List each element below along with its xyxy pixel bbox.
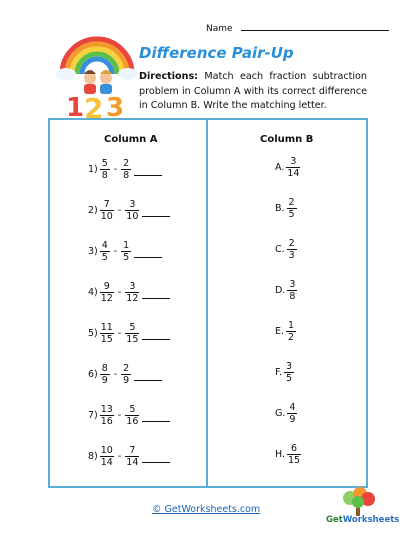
denominator: 8 [123, 170, 130, 181]
answer-option [275, 320, 296, 343]
minus-sign: - [113, 246, 118, 257]
problem-number: 8) [88, 451, 98, 462]
fraction-b [125, 199, 139, 222]
denominator: 5 [101, 252, 108, 263]
denominator: 14 [100, 457, 113, 468]
directions-text: Match each fraction subtraction problem in Column A with its correct difference in Column B. Write the matching letter. [139, 71, 367, 112]
denominator: 5 [123, 252, 130, 263]
problem-row [88, 240, 162, 263]
logo-text-get: Get [326, 515, 343, 525]
numerator: 13 [100, 404, 113, 415]
numerator: 7 [129, 445, 136, 456]
column-divider [206, 120, 208, 486]
numerator: 7 [103, 199, 110, 210]
denominator: 9 [123, 375, 130, 386]
rainbow-kids-123-illustration [54, 34, 140, 120]
denominator: 8 [101, 170, 108, 181]
answer-option [275, 279, 297, 302]
numerator: 2 [288, 197, 295, 208]
directions [139, 70, 367, 114]
problem-number: 7) [88, 410, 98, 421]
numerator: 3 [289, 279, 296, 290]
denominator: 9 [289, 414, 296, 425]
answer-blank[interactable] [134, 370, 162, 381]
logo-text-worksheets: Worksheets [342, 515, 400, 525]
numerator: 5 [129, 322, 136, 333]
answer-fraction [286, 320, 296, 343]
answer-option [275, 402, 297, 425]
fraction-b [121, 240, 131, 263]
column-a-heading: Column A [104, 134, 158, 145]
denominator: 16 [100, 416, 113, 427]
answer-option [275, 238, 297, 261]
worksheet-title: Difference Pair-Up [139, 44, 294, 62]
answer-fraction [286, 156, 300, 179]
answer-blank[interactable] [142, 329, 170, 340]
svg-text:2: 2 [84, 92, 104, 120]
fraction-a [100, 281, 114, 304]
numerator: 2 [123, 158, 130, 169]
numerator: 6 [291, 443, 298, 454]
numerator: 2 [288, 238, 295, 249]
fraction-b [125, 281, 139, 304]
numerator: 10 [100, 445, 113, 456]
answer-fraction [284, 361, 294, 384]
numerator: 9 [103, 281, 110, 292]
numerator: 3 [129, 199, 136, 210]
numerator: 3 [129, 281, 136, 292]
problem-row [88, 445, 170, 468]
denominator: 15 [126, 334, 139, 345]
answer-blank[interactable] [134, 247, 162, 258]
minus-sign: - [117, 451, 122, 462]
denominator: 14 [287, 168, 300, 179]
minus-sign: - [117, 205, 122, 216]
fraction-a [100, 240, 110, 263]
denominator: 10 [126, 211, 139, 222]
option-letter: B. [275, 203, 285, 214]
denominator: 12 [100, 293, 113, 304]
fraction-b [125, 404, 139, 427]
option-letter: E. [275, 326, 285, 337]
problem-number: 3) [88, 246, 98, 257]
problem-number: 6) [88, 369, 98, 380]
answer-fraction [287, 279, 297, 302]
fraction-a [100, 158, 110, 181]
problem-row [88, 158, 162, 181]
fraction-b [121, 363, 131, 386]
answer-blank[interactable] [142, 411, 170, 422]
problem-row [88, 404, 170, 427]
numerator: 8 [101, 363, 108, 374]
answer-fraction [287, 197, 297, 220]
problem-number: 5) [88, 328, 98, 339]
fraction-a [100, 363, 110, 386]
numerator: 1 [123, 240, 130, 251]
logo-wordmark [326, 515, 399, 525]
option-letter: C. [275, 244, 285, 255]
fraction-b [125, 445, 139, 468]
name-field [206, 22, 389, 34]
answer-fraction [287, 238, 297, 261]
fraction-b [121, 158, 131, 181]
fraction-a [100, 199, 114, 222]
svg-text:1: 1 [66, 93, 85, 120]
answer-blank[interactable] [134, 165, 162, 176]
denominator: 8 [289, 291, 296, 302]
answer-fraction [287, 402, 297, 425]
fraction-b [125, 322, 139, 345]
answer-option [275, 443, 301, 466]
denominator: 12 [126, 293, 139, 304]
answer-fraction [287, 443, 301, 466]
answer-option [275, 156, 300, 179]
answer-option [275, 361, 294, 384]
minus-sign: - [117, 410, 122, 421]
fraction-a [100, 404, 114, 427]
numerator: 4 [289, 402, 296, 413]
denominator: 14 [126, 457, 139, 468]
fraction-a [100, 322, 114, 345]
problem-row [88, 322, 170, 345]
minus-sign: - [113, 369, 118, 380]
copyright-link[interactable]: © GetWorksheets.com [152, 504, 261, 515]
option-letter: A. [275, 162, 285, 173]
matching-table [48, 118, 368, 488]
problem-row [88, 363, 162, 386]
numerator: 1 [288, 320, 295, 331]
problem-number: 1) [88, 164, 98, 175]
denominator: 5 [285, 373, 292, 384]
denominator: 3 [288, 250, 295, 261]
minus-sign: - [117, 328, 122, 339]
problem-row [88, 281, 170, 304]
denominator: 10 [100, 211, 113, 222]
numerator: 5 [101, 158, 108, 169]
numerator: 2 [123, 363, 130, 374]
denominator: 15 [100, 334, 113, 345]
numerator: 4 [101, 240, 108, 251]
numerator: 3 [285, 361, 292, 372]
option-letter: F. [275, 367, 282, 378]
answer-blank[interactable] [142, 452, 170, 463]
option-letter: D. [275, 285, 286, 296]
minus-sign: - [113, 164, 118, 175]
name-blank[interactable] [241, 22, 389, 31]
numerator: 11 [100, 322, 113, 333]
denominator: 9 [101, 375, 108, 386]
numerator: 3 [290, 156, 297, 167]
denominator: 15 [288, 455, 301, 466]
problem-number: 2) [88, 205, 98, 216]
option-letter: H. [275, 449, 285, 460]
denominator: 5 [288, 209, 295, 220]
name-label: Name [206, 24, 233, 34]
numerator: 5 [129, 404, 136, 415]
answer-option [275, 197, 297, 220]
denominator: 2 [288, 332, 295, 343]
column-b-heading: Column B [260, 134, 314, 145]
answer-blank[interactable] [142, 288, 170, 299]
problem-number: 4) [88, 287, 98, 298]
directions-label: Directions: [139, 71, 199, 82]
minus-sign: - [117, 287, 122, 298]
svg-text:3: 3 [106, 93, 125, 120]
problem-row [88, 199, 170, 222]
denominator: 16 [126, 416, 139, 427]
option-letter: G. [275, 408, 286, 419]
fraction-a [100, 445, 114, 468]
answer-blank[interactable] [142, 206, 170, 217]
